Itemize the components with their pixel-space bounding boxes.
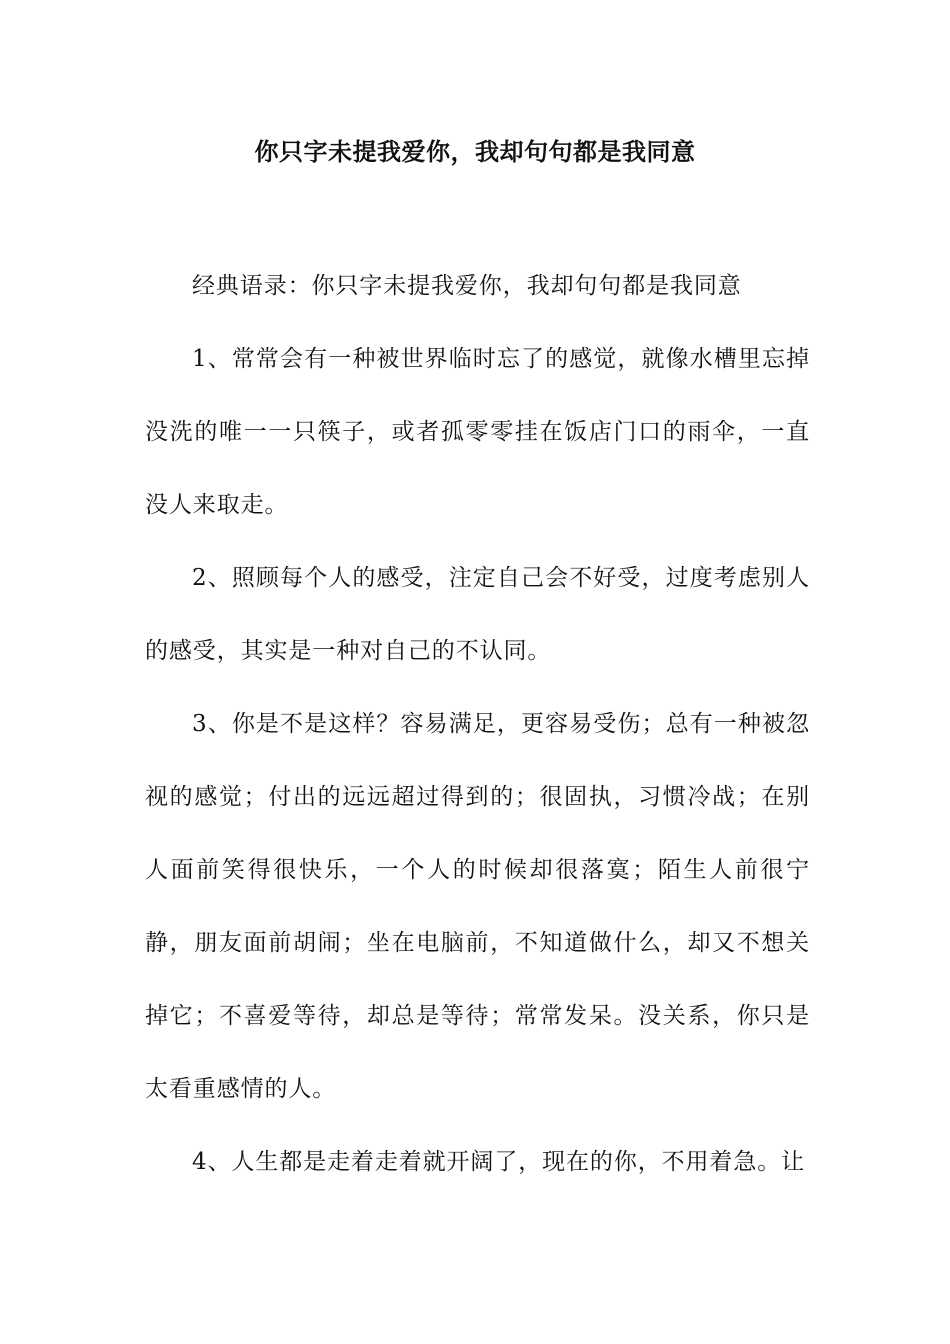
paragraph-2: 2、照顾每个人的感受，注定自己会不好受，过度考虑别人的感受，其实是一种对自己的不认同。 — [145, 565, 810, 664]
paragraph-intro: 经典语录：你只字未提我爱你，我却句句都是我同意 — [192, 273, 742, 299]
document-title: 你只字未提我爱你，我却句句都是我同意 — [254, 137, 696, 166]
document-body — [145, 250, 810, 1199]
paragraph-4: 4、人生都是走着走着就开阔了，现在的你，不用着急。让 — [192, 1149, 806, 1175]
paragraph-1: 1、常常会有一种被世界临时忘了的感觉，就像水槽里忘掉没洗的唯一一只筷子，或者孤零零挂在饭店门口的雨伞，一直没人来取走。 — [145, 346, 810, 518]
paragraph-3: 3、你是不是这样？容易满足，更容易受伤；总有一种被忽视的感觉；付出的远远超过得到的；很固执，习惯冷战；在别人面前笑得很快乐，一个人的时候却很落寞；陌生人前很宁静，朋友面前胡闹；坐在电脑前，不知道做什么，却又不想关掉它；不喜爱等待，却总是等待；常常发呆。没关系，你只是太看重感情的人。 — [145, 711, 810, 1102]
